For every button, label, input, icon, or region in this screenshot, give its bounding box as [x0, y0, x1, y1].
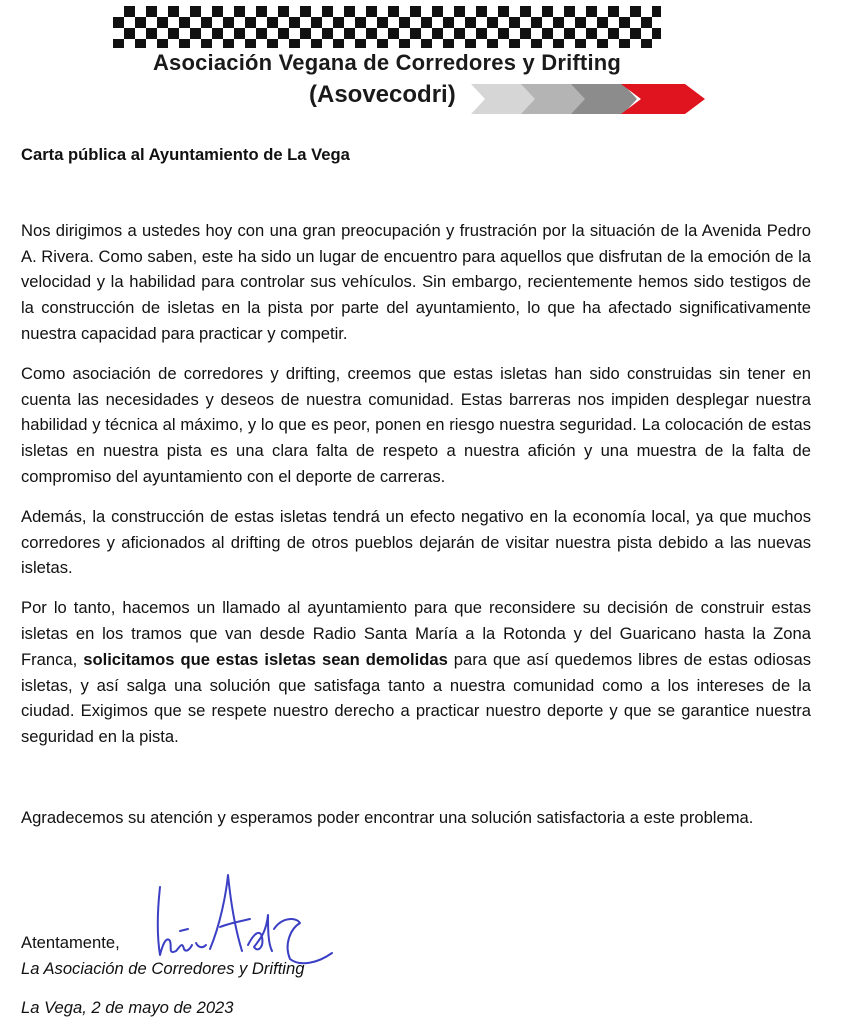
paragraph-3: Además, la construcción de estas isletas tendrá un efecto negativo en la economía local, ya que muchos corredores y aficionados al drifting de otros pueblos dejarán de visitar nuestra pista debido a las nuevas isletas.: [21, 506, 811, 578]
letter-body: [21, 142, 811, 831]
salutation: Atentamente,: [21, 933, 120, 952]
paragraph-4-text-b: para que así quedemos libres de estas odiosas isletas, y así salga una solución que satisfaga tanto a nuestra comunidad como a los intereses de la ciudad. Exigimos que se respete nuestro derecho a practicar nuestro deporte y que se garantice nuestra seguridad en la pista.: [21, 649, 812, 747]
letter-date: La Vega, 2 de mayo de 2023: [21, 998, 234, 1017]
paragraph-4: [21, 595, 811, 750]
paragraph-1: Nos dirigimos a ustedes hoy con una gran preocupación y frustración por la situación de la Avenida Pedro A. Rivera. Como saben, este ha sido un lugar de encuentro para aquellos que disfrutan de la emoción de la velocidad y la habilidad para controlar sus vehículos. Sin embargo, recientemente hemos sido testigos de la construcción de isletas en la pista por parte del ayuntamiento, lo que ha afectado significativamente nuestra capacidad para practicar y competir.: [21, 220, 811, 343]
chevron-arrows-icon: [471, 82, 731, 116]
checkered-flag-pattern: [113, 6, 661, 48]
signatory-name: La Asociación de Corredores y Drifting: [21, 958, 305, 978]
demand-highlight: solicitamos que estas isletas sean demolidas: [83, 649, 448, 669]
signature-block: [21, 930, 304, 982]
paragraph-4-text-a: Por lo tanto, hacemos un llamado al ayuntamiento para que reconsidere su decisión de construir estas isletas en los tramos que van desde Radio Santa María a la Rotonda y del Guaricano hasta la Zona Franca,: [21, 598, 811, 669]
letterhead-logo: [113, 6, 661, 114]
logo-organization-name: Asociación Vegana de Corredores y Drifting: [152, 50, 622, 75]
logo-abbreviation: (Asovecodri): [309, 81, 456, 108]
closing-paragraph: Agradecemos su atención y esperamos poder encontrar una solución satisfactoria a este problema.: [21, 807, 754, 827]
paragraph-2: Como asociación de corredores y drifting, creemos que estas isletas han sido construidas sin tener en cuenta las necesidades y deseos de nuestra comunidad. Estas barreras nos impiden desplegar nuestra habilidad y técnica al máximo, y lo que es peor, ponen en riesgo nuestra seguridad. La colocación de estas isletas en nuestra pista es una clara falta de respeto a nuestra afición y una muestra de la falta de compromiso del ayuntamiento con el deporte de carreras.: [21, 363, 811, 486]
letter-subject: Carta pública al Ayuntamiento de La Vega: [21, 145, 350, 164]
